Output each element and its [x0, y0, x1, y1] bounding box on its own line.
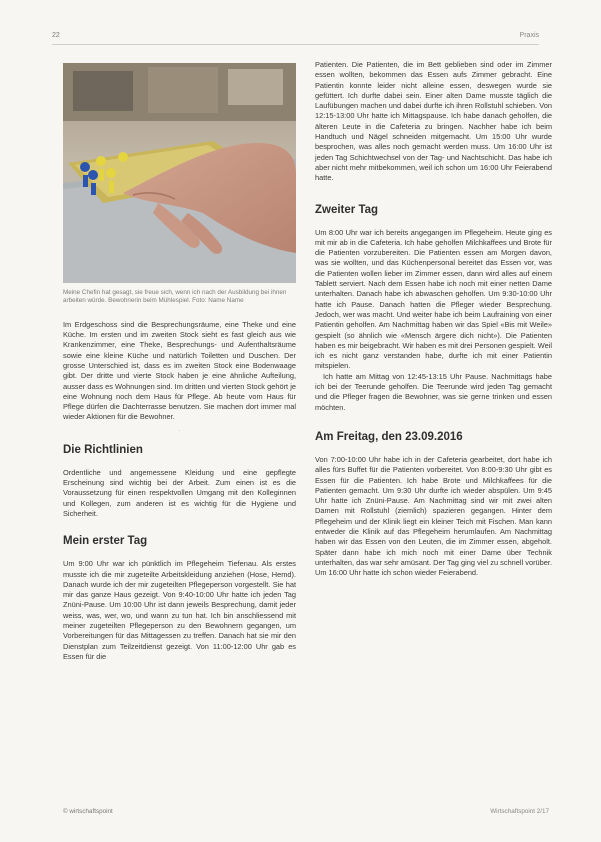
heading-erster-tag: Mein erster Tag	[63, 535, 148, 548]
continued-paragraph: Patienten. Die Patienten, die im Bett geblieben sind oder im Zimmer essen wollten, bekommen das Essen aufs Zimmer gebracht. Eine Patientin konnte leider nicht alleine essen, deswegen wurde sie gefüttert. Ich durfte dabei sein. Einer alten Dame musste täglich die Laufübungen machen und dabei durfte ich ihren Rollstuhl schieben. Von 12:15-13:00 Uhr hatte ich Mittagspause. Ich habe danach geholfen, die älteren Leute in die Cafeteria zu bringen. Nachher habe ich beim Handtuch und Nägel schneiden mitgemacht. Um 15:00 Uhr wurde besprochen, was alles noch gemacht werden muss. Um 16:00 Uhr ist jeden Tag Schichtwechsel von der Tag- und Nachtschicht. Das habe ich aber nicht mehr mitbekommen, weil ich schon um 16:00 Uhr Feierabend hatte.	[315, 60, 552, 183]
richtlinien-paragraph: Ordentliche und angemessene Kleidung und eine gepflegte Erscheinung sind wichtig bei der Arbeit. Zum einen ist es die Voraussetzung für einen respektvollen Umgang mit den Kolleginnen und Kollegen, zum anderen ist es wichtig für die Hygiene und Sicherheit.	[63, 467, 296, 518]
freitag-paragraph: Von 7:00-10:00 Uhr habe ich in der Cafeteria gearbeitet, dort habe ich alles fürs Buffet für die Patienten vorbereitet. Von 8:00-9:30 Uhr gibt es Essen für die Patienten. Ich habe Brote und Milchkaffees für die Patienten gemacht. Um 9:30 Uhr durfte ich wieder abspülen. Um 9:45 Uhr hatte ich Znüni-Pause. Am Nachmittag sind wir mit zwei alten Damen mit Rollstuhl (ziemlich) spazieren gegangen. Hinter dem Pflegeheim und der Klinik liegt ein kleiner Teich mit Fischen. Man kann entweder die Klinik auf das Pflegeheim herumlaufen. Am Nachmittag haben wir das Essen von den Leuten, die im Zimmer essen, abgeholt. Später dann habe ich mich noch mit einer Dame über Technik unterhalten, das war sehr amüsant. Der Tag ging viel zu schnell vorüber. Um 16:00 Uhr hatte ich schon wieder Feierabend.	[315, 454, 552, 578]
left-column	[63, 63, 296, 662]
header-rule	[52, 44, 539, 45]
right-column	[315, 60, 552, 578]
section-title: Praxis	[519, 32, 539, 39]
footer-issue: Wirtschaftspoint 2/17	[490, 808, 549, 815]
erster-tag-paragraph: Um 9:00 Uhr war ich pünktlich im Pflegeheim Tiefenau. Als erstes musste ich die mir zugeteilte Arbeitskleidung anziehen (Hose, Hemd). Danach wurde ich der mir zugeteilten Pflegeperson vorgestellt. Sie hat mir das ganze Haus gezeigt. Von 9:40-10:00 Uhr hatte ich jeden Tag Znüni-Pause. Um 10:00 Uhr ist dann jeweils Besprechung, damit jeder weiss, was, wer, wo, und wann zu tun hat. Ich bin anschliessend mit meiner zugeteilten Pflegeperson zu den Bewohnern gegangen, um Vorbereitungen für das Mittagessen zu treffen. Danach hat sie mir den Dienstplan zum Teilzeitdienst gezeigt. Von 11:00-12:00 Uhr gab es Essen für die	[63, 559, 296, 661]
footer-publisher: © wirtschaftspoint	[63, 808, 113, 815]
page-number: 22	[52, 32, 60, 39]
photo-board-game	[63, 63, 296, 283]
intro-paragraph: Im Erdgeschoss sind die Besprechungsräume, eine Theke und eine Küche. Im ersten und im zweiten Stock sieht es fast gleich aus wie Krankenzimmer, eine Theke, Besprechungs- und Aufenthaltsräume sowie eine kleine Küche und natürlich Toiletten und Duschen. Der grosse Unterschied ist, dass es im zweiten Stock eine Bodenwaage gibt. Der dritte und vierte Stock haben je eine ähnliche Aufteilung, ausser dass es Wohnungen sind. Im dritten und vierten Stock gehört je eine Wohnung noch dem Haus für Pflege. Ab heute vom Haus für Pflege dürfen die Dachterrasse benutzen. Sie machen dort immer mal wieder Aktionen für die Bewohner.	[63, 319, 296, 422]
photo-caption: Meine Chefin hat gesagt, sie freue sich, wenn ich nach der Ausbildung bei ihnen arbeiten würde. Bewohnerin beim Mühlespiel. Foto: Name Name	[63, 289, 287, 305]
heading-freitag: Am Freitag, den 23.09.2016	[315, 430, 463, 443]
zweiter-tag-paragraph-1: Um 8:00 Uhr war ich bereits angegangen im Pflegeheim. Heute ging es mit mir ab in die Cafeteria. Ich habe geholfen Milchkaffees und Brote für die Patienten vorzubereiten. Die Patienten essen am Morgen davon, was sie wollten, und das Küchenpersonal bereitet das Essen vor, was die Patienten wollen lieber im Zimmer essen, dann wird alles auf einem Tablett serviert. Nach dem Essen habe ich noch mit einer netten Dame unterhalten. Danach habe ich abwaschen geholfen. Um 9:30-10:00 Uhr hatte ich Pause. Danach hatten die Pfleger wieder Besprechung. Jedoch, wer was macht. Und weiter habe ich beim Laufraining von einer Patientin geholfen. Am Nachmittag haben wir das Spiel «Bis mit Weile» gespielt (so ähnlich wie «Mensch ärgere dich nicht»). Die Patienten haben es mir beigebracht. Wir haben es mit drei Personen gespielt. Weil ich es nicht ganz verstanden habe, durfte ich mit einer Patientin mitspielen.	[315, 227, 552, 371]
divider-dot: ·	[178, 427, 181, 434]
zweiter-tag-paragraph-2: Ich hatte am Mittag von 12:45-13:15 Uhr Pause. Nachmittags habe ich bei der Teerunde geholfen. Die Teerunde wird jeden Tag gemacht und die Pfleger fragen die Bewohner, was sie gerne trinken und essen möchten.	[315, 371, 552, 412]
heading-zweiter-tag: Zweiter Tag	[315, 203, 379, 216]
photo-illustration	[63, 63, 296, 283]
heading-richtlinien: Die Richtlinien	[63, 443, 143, 456]
